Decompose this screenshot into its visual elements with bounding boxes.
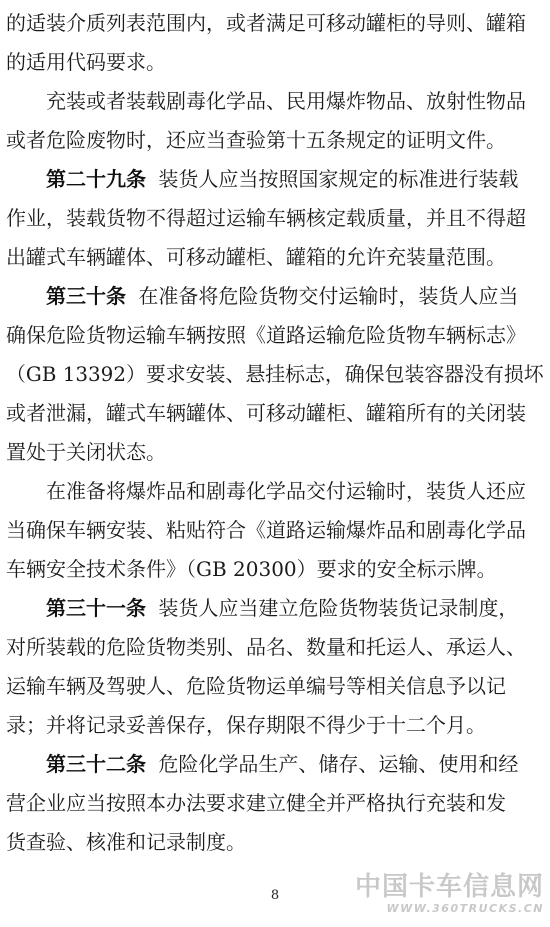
text-line: 对所装载的危险货物类别、品名、数量和托运人、承运人、 bbox=[6, 635, 526, 659]
text-line: （GB 13392）要求安装、悬挂标志，确保包装容器没有损坏 bbox=[6, 362, 544, 386]
text-line: 在准备将爆炸品和剧毒化学品交付运输时，装货人还应 bbox=[46, 479, 526, 503]
text-line: 车辆安全技术条件》（GB 20300）要求的安全标示牌。 bbox=[6, 557, 497, 581]
text-line: 置处于关闭状态。 bbox=[6, 440, 166, 464]
text-line: 充装或者装载剧毒化学品、民用爆炸物品、放射性物品 bbox=[46, 89, 526, 113]
text-line bbox=[46, 277, 518, 316]
text-line: 营企业应当按照本办法要求建立健全并严格执行充装和发 bbox=[6, 791, 506, 815]
text-line bbox=[46, 589, 518, 628]
article-text: 装货人应当建立危险货物装货记录制度， bbox=[158, 596, 519, 620]
text-line: 的适装介质列表范围内，或者满足可移动罐柜的导则、罐箱 bbox=[6, 11, 526, 35]
watermark-url: WWW.360TRUCKS.CN bbox=[386, 902, 544, 915]
text-line: 出罐式车辆罐体、可移动罐柜、罐箱的允许充装量范围。 bbox=[6, 245, 506, 269]
article-title: 第二十九条 bbox=[46, 167, 146, 191]
article-title: 第三十条 bbox=[46, 284, 126, 308]
article-title: 第三十二条 bbox=[46, 752, 146, 776]
watermark-name: 中国卡车信息网 bbox=[354, 872, 544, 902]
article-text: 在准备将危险货物交付运输时，装货人应当 bbox=[138, 284, 519, 308]
text-line: 或者泄漏，罐式车辆罐体、可移动罐柜、罐箱所有的关闭装 bbox=[6, 401, 526, 425]
article-text: 装货人应当按照国家规定的标准进行装载 bbox=[158, 167, 519, 191]
article-text: 危险化学品生产、储存、运输、使用和经 bbox=[158, 752, 519, 776]
article-title: 第三十一条 bbox=[46, 596, 146, 620]
text-line: 当确保车辆安装、粘贴符合《道路运输爆炸品和剧毒化学品 bbox=[6, 518, 526, 542]
text-line: 确保危险货物运输车辆按照《道路运输危险货物车辆标志》 bbox=[6, 323, 526, 347]
text-line: 录；并将记录妥善保存，保存期限不得少于十二个月。 bbox=[6, 713, 486, 737]
text-line: 作业，装载货物不得超过运输车辆核定载质量，并且不得超 bbox=[6, 206, 526, 230]
page-number: 8 bbox=[270, 888, 280, 903]
site-watermark bbox=[355, 872, 544, 916]
text-line bbox=[46, 160, 518, 199]
text-line: 的适用代码要求。 bbox=[6, 50, 166, 74]
text-line: 或者危险废物时，还应当查验第十五条规定的证明文件。 bbox=[6, 128, 506, 152]
text-line: 货查验、核准和记录制度。 bbox=[6, 830, 246, 854]
text-line bbox=[46, 745, 518, 784]
text-line: 运输车辆及驾驶人、危险货物运单编号等相关信息予以记 bbox=[6, 674, 506, 698]
